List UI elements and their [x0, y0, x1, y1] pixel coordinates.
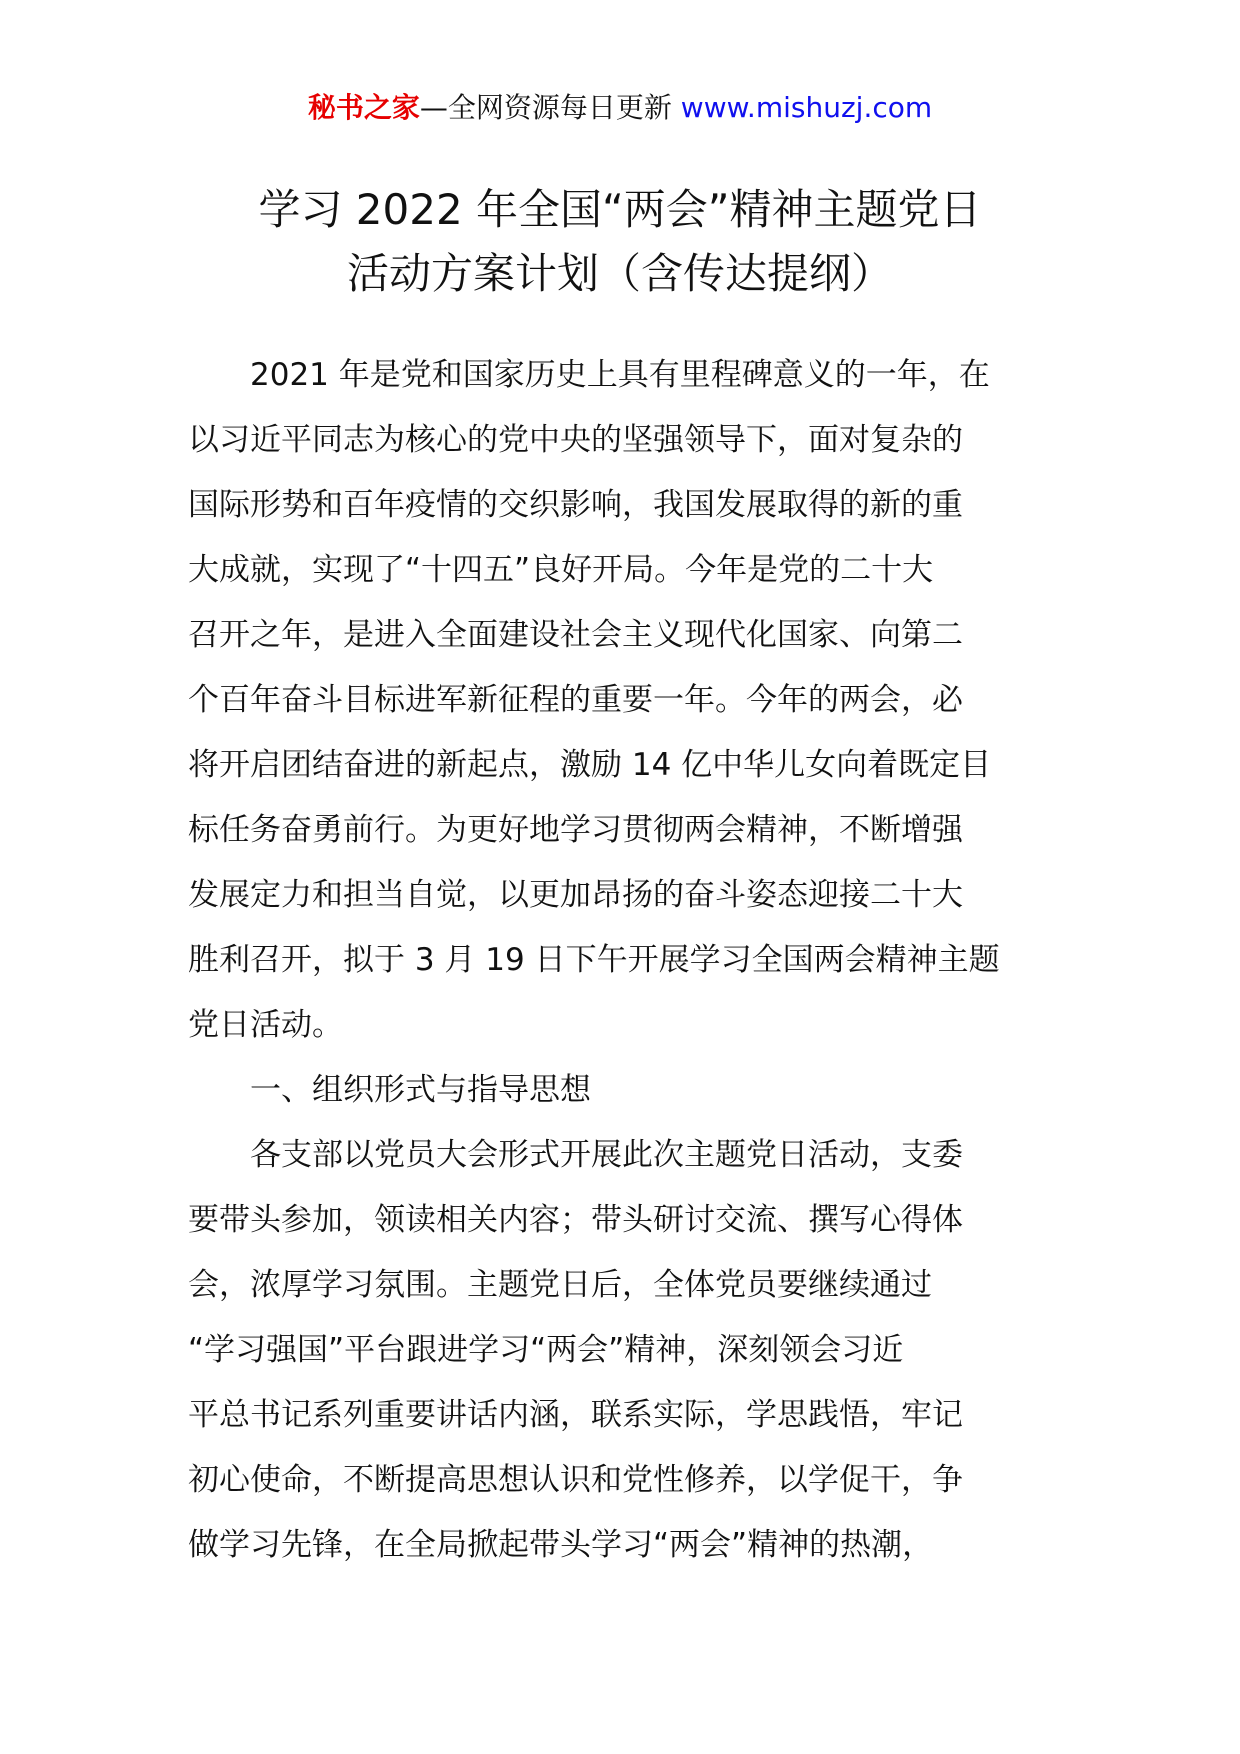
paragraph-line: 召开之年，是进入全面建设社会主义现代化国家、向第二: [188, 617, 963, 653]
document-title-line-2: 活动方案计划（含传达提纲）: [346, 249, 893, 298]
paragraph-line: 发展定力和担当自觉，以更加昂扬的奋斗姿态迎接二十大: [188, 877, 963, 913]
paragraph-line: 标任务奋勇前行。为更好地学习贯彻两会精神，不断增强: [188, 812, 963, 848]
paragraph-line: 以习近平同志为核心的党中央的坚强领导下，面对复杂的: [188, 422, 963, 458]
paragraph-line: 各支部以党员大会形式开展此次主题党日活动，支委: [250, 1137, 963, 1173]
paragraph-line: 平总书记系列重要讲话内涵，联系实际，学思践悟，牢记: [188, 1397, 963, 1433]
paragraph-line: 个百年奋斗目标进军新征程的重要一年。今年的两会，必: [188, 682, 963, 718]
paragraph-line: 将开启团结奋进的新起点，激励 14 亿中华儿女向着既定目: [188, 747, 992, 783]
intro-paragraph: [188, 343, 1064, 1058]
section-heading-text: 一、组织形式与指导思想: [250, 1072, 591, 1108]
section-heading: [188, 1058, 1064, 1123]
site-header: [0, 88, 1240, 128]
paragraph-line: 胜利召开，拟于 3 月 19 日下午开展学习全国两会精神主题: [188, 942, 1000, 978]
site-tagline: —全网资源每日更新: [419, 91, 672, 124]
paragraph-line: 初心使命，不断提高思想认识和党性修养，以学促干，争: [188, 1462, 963, 1498]
document-title-line-1: 学习 2022 年全国“两会”精神主题党日: [258, 185, 982, 234]
paragraph-line: “学习强国”平台跟进学习“两会”精神，深刻领会习近: [188, 1332, 904, 1368]
paragraph-line: 做学习先锋，在全局掀起带头学习“两会”精神的热潮，: [188, 1527, 934, 1563]
site-url-link[interactable]: www.mishuzj.com: [680, 91, 933, 124]
paragraph-line: 大成就，实现了“十四五”良好开局。今年是党的二十大: [188, 552, 934, 588]
document-title: [0, 178, 1240, 306]
paragraph-line: 要带头参加，领读相关内容；带头研讨交流、撰写心得体: [188, 1202, 963, 1238]
document-body: [188, 343, 1064, 1578]
paragraph-line: 党日活动。: [188, 1007, 343, 1043]
organization-paragraph: [188, 1123, 1064, 1578]
paragraph-line: 2021 年是党和国家历史上具有里程碑意义的一年，在: [250, 357, 990, 393]
paragraph-line: 国际形势和百年疫情的交织影响，我国发展取得的新的重: [188, 487, 963, 523]
paragraph-line: 会，浓厚学习氛围。主题党日后，全体党员要继续通过: [188, 1267, 932, 1303]
site-brand: 秘书之家: [307, 91, 420, 124]
